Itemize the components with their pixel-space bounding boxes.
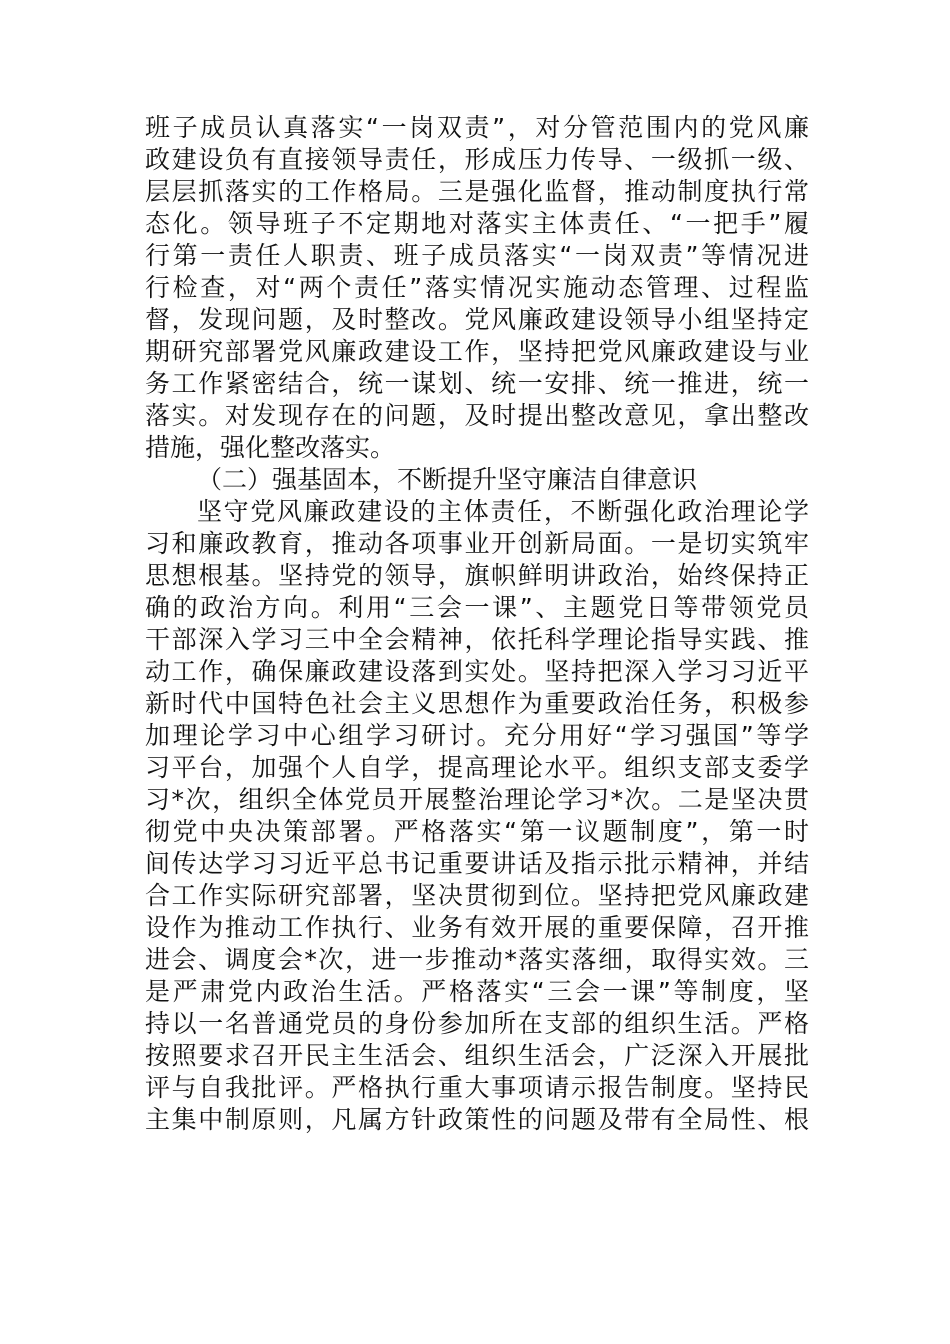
section-heading: （二）强基固本，不断提升坚守廉洁自律意识 bbox=[197, 465, 698, 494]
text-line: 按照要求召开民主生活会、组织生活会，广泛深入开展批 bbox=[145, 1041, 809, 1070]
text-line: 进会、调度会*次，进一步推动*落实落细，取得实效。三 bbox=[145, 945, 809, 974]
text-line: 层层抓落实的工作格局。三是强化监督，推动制度执行常 bbox=[145, 177, 809, 206]
text-line: 彻党中央决策部署。严格落实“第一议题制度”，第一时 bbox=[145, 817, 809, 846]
text-line: 间传达学习习近平总书记重要讲话及指示批示精神，并结 bbox=[145, 849, 809, 878]
text-line: 措施，强化整改落实。 bbox=[145, 433, 396, 462]
text-line: 行检查，对“两个责任”落实情况实施动态管理、过程监 bbox=[145, 273, 809, 302]
text-line: 落实。对发现存在的问题，及时提出整改意见，拿出整改 bbox=[145, 401, 809, 430]
text-line: 合工作实际研究部署，坚决贯彻到位。坚持把党风廉政建 bbox=[145, 881, 809, 910]
text-line: 思想根基。坚持党的领导，旗帜鲜明讲政治，始终保持正 bbox=[145, 561, 809, 590]
text-line: 评与自我批评。严格执行重大事项请示报告制度。坚持民 bbox=[145, 1073, 809, 1102]
text-line: 期研究部署党风廉政建设工作，坚持把党风廉政建设与业 bbox=[145, 337, 809, 366]
text-line: 新时代中国特色社会主义思想作为重要政治任务，积极参 bbox=[145, 689, 809, 718]
text-line: 主集中制原则，凡属方针政策性的问题及带有全局性、根 bbox=[145, 1105, 809, 1134]
text-line: 确的政治方向。利用“三会一课”、主题党日等带领党员 bbox=[145, 593, 809, 622]
text-line: 行第一责任人职责、班子成员落实“一岗双责”等情况进 bbox=[145, 241, 809, 270]
text-line: 态化。领导班子不定期地对落实主体责任、“一把手”履 bbox=[145, 209, 809, 238]
text-line: 习和廉政教育，推动各项事业开创新局面。一是切实筑牢 bbox=[145, 529, 809, 558]
text-line: 设作为推动工作执行、业务有效开展的重要保障，召开推 bbox=[145, 913, 809, 942]
text-line: 是严肃党内政治生活。严格落实“三会一课”等制度，坚 bbox=[145, 977, 809, 1006]
text-line: 习*次，组织全体党员开展整治理论学习*次。二是坚决贯 bbox=[145, 785, 809, 814]
text-line: 务工作紧密结合，统一谋划、统一安排、统一推进，统一 bbox=[145, 369, 809, 398]
document-page bbox=[145, 112, 809, 1136]
text-line: 加理论学习中心组学习研讨。充分用好“学习强国”等学 bbox=[145, 721, 809, 750]
text-line: 政建设负有直接领导责任，形成压力传导、一级抓一级、 bbox=[145, 145, 809, 174]
text-line: 持以一名普通党员的身份参加所在支部的组织生活。严格 bbox=[145, 1009, 809, 1038]
text-line: 习平台，加强个人自学，提高理论水平。组织支部支委学 bbox=[145, 753, 809, 782]
text-line: 动工作，确保廉政建设落到实处。坚持把深入学习习近平 bbox=[145, 657, 809, 686]
text-line: 干部深入学习三中全会精神，依托科学理论指导实践、推 bbox=[145, 625, 809, 654]
text-line: 督，发现问题，及时整改。党风廉政建设领导小组坚持定 bbox=[145, 305, 809, 334]
text-line: 班子成员认真落实“一岗双责”，对分管范围内的党风廉 bbox=[145, 113, 809, 142]
text-line: 坚守党风廉政建设的主体责任，不断强化政治理论学 bbox=[197, 497, 809, 526]
